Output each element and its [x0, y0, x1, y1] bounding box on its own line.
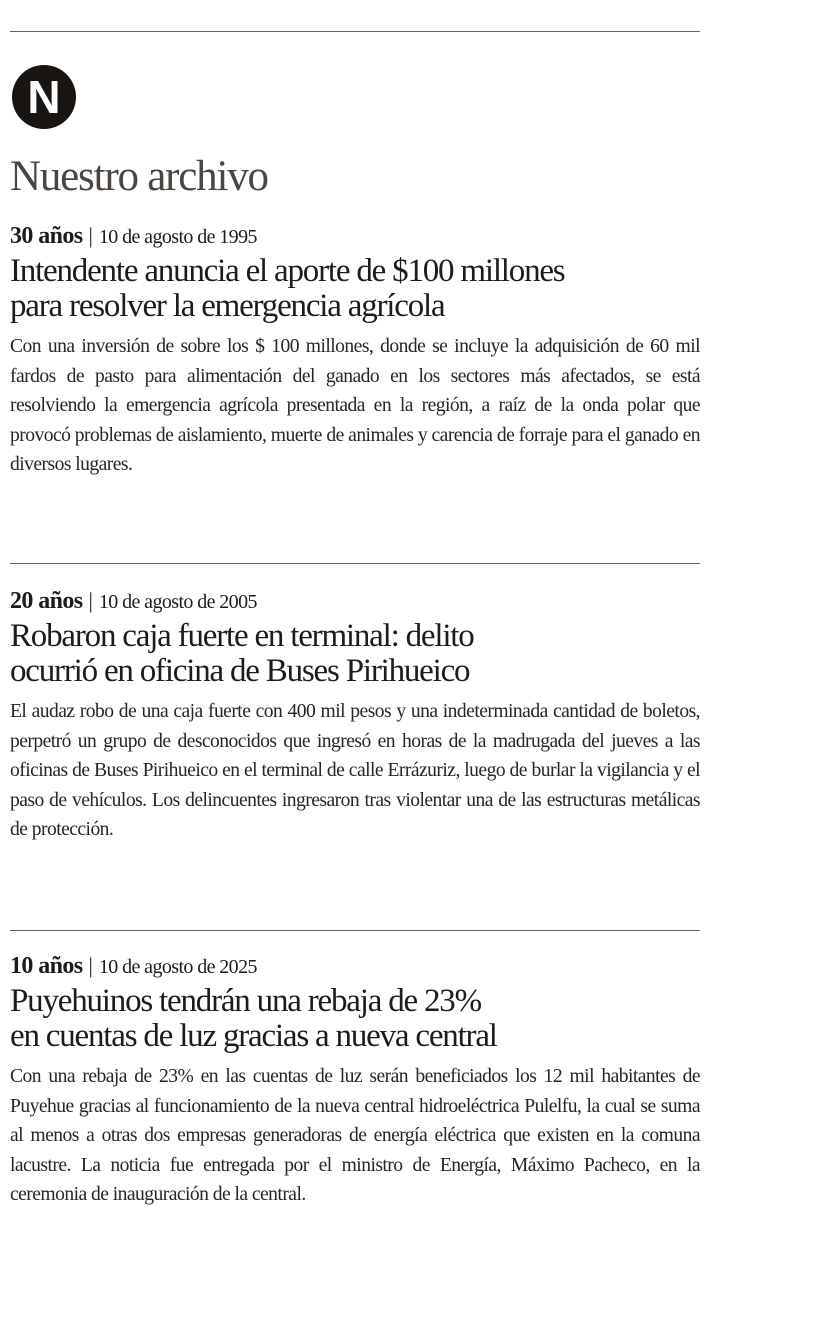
article-body: El audaz robo de una caja fuerte con 400 mil pesos y una indeterminada cantidad de boletos, perpetró un grupo de desconocidos que ingresó en horas de la madrugada del jueves a las oficinas de Buses Pirihueico en el terminal de calle Errázuriz, luego de burlar la vigilancia y el paso de vehículos. Los delincuentes ingresaron tras violentar una de las estructuras metálicas de protección. — [10, 701, 700, 840]
kicker-separator: | — [88, 588, 93, 613]
section-title: Nuestro archivo — [10, 153, 268, 200]
article-headline — [10, 254, 700, 324]
article-body: Con una inversión de sobre los $ 100 millones, donde se incluye la adquisición de 60 mil fardos de pasto para alimentación del ganado en los sectores más afectados, se está resolviendo la emergencia agrícola presentada en la región, a raíz de la onda polar que provocó problemas de aislamiento, muerte de animales y carencia de forraje para el ganado en diversos lugares. — [10, 336, 700, 475]
article-divider — [10, 563, 700, 564]
years-ago-label: 30 años — [10, 223, 83, 249]
article-date: 10 de agosto de 2005 — [98, 591, 257, 613]
archive-article-30-years — [10, 220, 700, 480]
headline-line-1: Puyehuinos tendrán una rebaja de 23% — [10, 983, 481, 1019]
headline-line-2: para resolver la emergencia agrícola — [10, 288, 445, 324]
article-headline — [10, 984, 700, 1054]
article-date: 10 de agosto de 1995 — [98, 226, 257, 248]
years-ago-label: 10 años — [10, 953, 83, 979]
kicker-separator: | — [88, 223, 93, 248]
article-date: 10 de agosto de 2025 — [98, 956, 257, 978]
article-body: Con una rebaja de 23% en las cuentas de luz serán beneficiados los 12 mil habitantes de Puyehue gracias al funcionamiento de la nueva central hidroeléctrica Pulelfu, la cual se suma al menos a otras dos empresas generadoras de energía eléctrica que existen en la comuna lacustre. La noticia fue entregada por el ministro de Energía, Máximo Pacheco, en la ceremonia de inauguración de la central. — [10, 1066, 700, 1205]
headline-line-1: Robaron caja fuerte en terminal: delito — [10, 618, 474, 654]
headline-line-1: Intendente anuncia el aporte de $100 millones — [10, 253, 565, 289]
article-kicker — [10, 220, 700, 252]
years-ago-label: 20 años — [10, 588, 83, 614]
top-divider — [10, 31, 700, 32]
n-logo-icon: N — [12, 65, 76, 129]
headline-line-2: en cuentas de luz gracias a nueva central — [10, 1018, 497, 1054]
kicker-separator: | — [88, 953, 93, 978]
article-headline — [10, 619, 700, 689]
archive-article-20-years — [10, 585, 700, 845]
headline-line-2: ocurrió en oficina de Buses Pirihueico — [10, 653, 470, 689]
article-divider — [10, 930, 700, 931]
article-kicker — [10, 585, 700, 617]
article-kicker — [10, 950, 700, 982]
archive-article-10-years — [10, 950, 700, 1210]
